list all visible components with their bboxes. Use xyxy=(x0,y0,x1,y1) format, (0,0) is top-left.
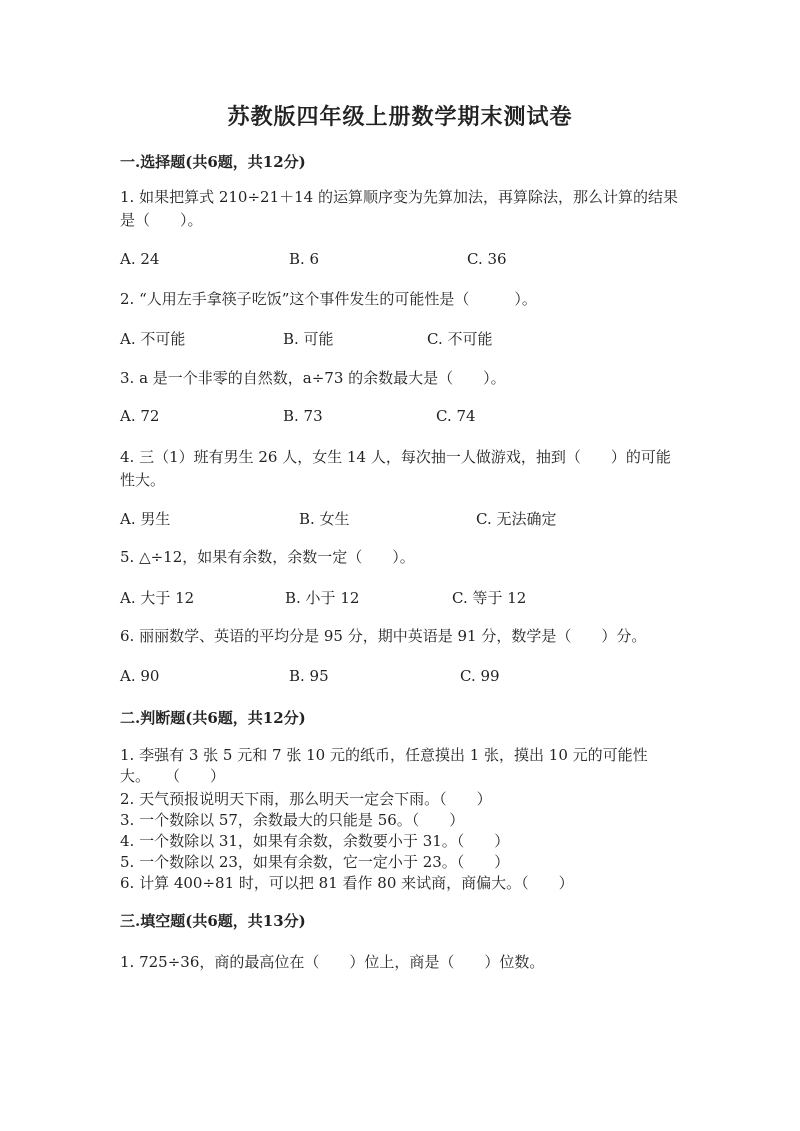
question-6-option-b: B. 95 xyxy=(289,667,329,685)
question-1: 1. 如果把算式 210÷21＋14 的运算顺序变为先算加法，再算除法，那么计算的结果是（ ）。 xyxy=(120,188,678,229)
question-4-option-c: C. 无法确定 xyxy=(476,510,557,528)
question-2: 2. “人用左手拿筷子吃饭”这个事件发生的可能性是（ ）。 xyxy=(120,290,537,308)
question-6-option-c: C. 99 xyxy=(460,667,500,685)
question-2-option-b: B. 可能 xyxy=(283,330,334,348)
judge-item-3: 3. 一个数除以 57，余数最大的只能是 56。（ ） xyxy=(120,811,465,829)
question-6-option-a: A. 90 xyxy=(120,667,160,685)
judge-item-2: 2. 天气预报说明天下雨，那么明天一定会下雨。（ ） xyxy=(120,790,492,808)
question-2-option-c: C. 不可能 xyxy=(427,330,493,348)
judge-item-5: 5. 一个数除以 23，如果有余数，它一定小于 23。（ ） xyxy=(120,853,510,871)
question-4: 4. 三（1）班有男生 26 人，女生 14 人，每次抽一人做游戏，抽到（ ）的可能性大。 xyxy=(120,448,671,489)
question-3-option-b: B. 73 xyxy=(283,407,323,425)
question-3: 3. a 是一个非零的自然数，a÷73 的余数最大是（ ）。 xyxy=(120,369,506,387)
question-1-option-b: B. 6 xyxy=(289,250,320,268)
section-heading-fill-in: 三.填空题(共6题，共13分) xyxy=(120,912,306,930)
page-title: 苏教版四年级上册数学期末测试卷 xyxy=(227,104,573,130)
judge-item-1: 1. 李强有 3 张 5 元和 7 张 10 元的纸币，任意摸出 1 张，摸出 10 元的可能性大。 （ ） xyxy=(120,746,648,785)
question-6: 6. 丽丽数学、英语的平均分是 95 分，期中英语是 91 分，数学是（ ）分。 xyxy=(120,627,647,645)
section-heading-true-false: 二.判断题(共6题，共12分) xyxy=(120,709,306,727)
question-5-option-b: B. 小于 12 xyxy=(285,589,360,607)
question-5: 5. △÷12，如果有余数，余数一定（ ）。 xyxy=(120,548,415,566)
question-5-option-c: C. 等于 12 xyxy=(452,589,527,607)
question-5-option-a: A. 大于 12 xyxy=(120,589,195,607)
question-1-option-a: A. 24 xyxy=(120,250,160,268)
question-2-option-a: A. 不可能 xyxy=(120,330,186,348)
question-1-option-c: C. 36 xyxy=(467,250,507,268)
question-4-option-b: B. 女生 xyxy=(299,510,350,528)
judge-item-6: 6. 计算 400÷81 时，可以把 81 看作 80 来试商，商偏大。（ ） xyxy=(120,874,574,892)
judge-item-4: 4. 一个数除以 31，如果有余数，余数要小于 31。（ ） xyxy=(120,832,510,850)
fill-item-1: 1. 725÷36，商的最高位在（ ）位上，商是（ ）位数。 xyxy=(120,953,545,971)
question-4-option-a: A. 男生 xyxy=(120,510,171,528)
question-3-option-c: C. 74 xyxy=(436,407,476,425)
question-3-option-a: A. 72 xyxy=(120,407,160,425)
section-heading-multiple-choice: 一.选择题(共6题，共12分) xyxy=(120,153,306,171)
